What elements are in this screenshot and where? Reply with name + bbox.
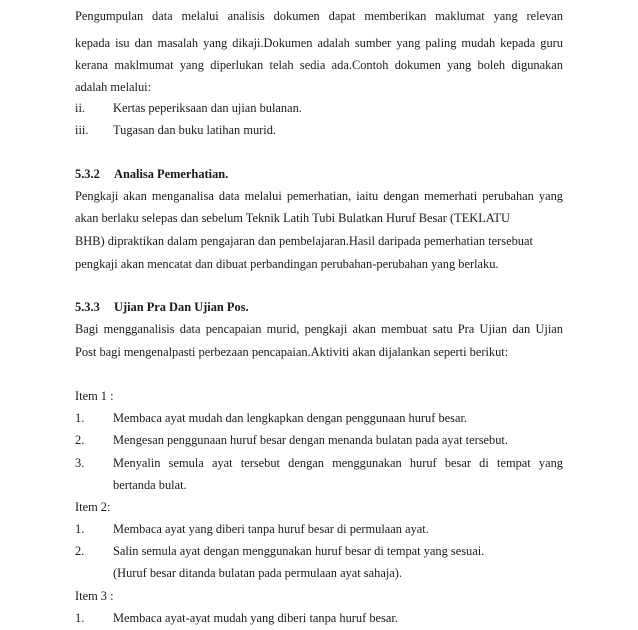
list-item-text: bertanda bulat. xyxy=(113,478,187,492)
paragraph-line: Post bagi mengenalpasti perbezaan pencapaian.Aktiviti akan dijalankan seperti berikut: xyxy=(75,345,509,359)
list-item-text: Kertas peperiksaan dan ujian bulanan. xyxy=(113,101,302,115)
list-item-text: Membaca ayat yang diberi tanpa huruf besar di permulaan ayat. xyxy=(113,522,429,536)
item-label: Item 2: xyxy=(75,500,111,514)
paragraph-line: Pengkaji akan menganalisa data melalui pemerhatian, iaitu dengan memerhati perubahan yang xyxy=(75,189,563,203)
paragraph-line: adalah melalui: xyxy=(75,80,152,94)
paragraph-line: BHB) dipraktikan dalam pengajaran dan pembelajaran.Hasil daripada pemerhatian tersebuat xyxy=(75,234,533,248)
list-item-text: (Huruf besar ditanda bulatan pada permulaan ayat sahaja). xyxy=(113,566,402,580)
section-heading xyxy=(75,166,228,182)
list-marker: 2. xyxy=(75,544,85,558)
paragraph-line: pengkaji akan mencatat dan dibuat perbandingan perubahan-perubahan yang berlaku. xyxy=(75,257,499,271)
item-label: Item 3 : xyxy=(75,589,114,603)
list-item-text: Membaca ayat-ayat mudah yang diberi tanpa huruf besar. xyxy=(113,611,398,625)
list-marker: 1. xyxy=(75,411,85,425)
item-label: Item 1 : xyxy=(75,389,114,403)
list-marker: ii. xyxy=(75,101,85,115)
list-marker: 1. xyxy=(75,611,85,625)
list-marker: 3. xyxy=(75,456,85,470)
list-item-text: Tugasan dan buku latihan murid. xyxy=(113,123,277,137)
section-title: Analisa Pemerhatian. xyxy=(114,167,229,181)
list-item-text: Mengesan penggunaan huruf besar dengan menanda bulatan pada ayat tersebut. xyxy=(113,433,508,447)
paragraph-line: akan berlaku selepas dan sebelum Teknik Latih Tubi Bulatkan Huruf Besar (TEKLATU xyxy=(75,211,510,225)
list-marker: 1. xyxy=(75,522,85,536)
section-number: 5.3.2 xyxy=(75,167,100,181)
list-item-text: Membaca ayat mudah dan lengkapkan dengan penggunaan huruf besar. xyxy=(113,411,468,425)
list-item-text: Menyalin semula ayat tersebut dengan menggunakan huruf besar di tempat yang xyxy=(113,456,563,470)
paragraph-line: kepada isu dan masalah yang dikaji.Dokumen adalah sumber yang paling mudah kepada guru xyxy=(75,36,563,50)
section-title: Ujian Pra Dan Ujian Pos. xyxy=(114,300,249,314)
list-marker: 2. xyxy=(75,433,85,447)
section-heading xyxy=(75,299,249,315)
list-item-text: Salin semula ayat dengan menggunakan huruf besar di tempat yang sesuai. xyxy=(113,544,485,558)
paragraph-line: Pengumpulan data melalui analisis dokumen dapat memberikan maklumat yang relevan xyxy=(75,9,563,23)
paragraph-line: Bagi mengganalisis data pencapaian murid, pengkaji akan membuat satu Pra Ujian dan Ujian xyxy=(75,322,563,336)
paragraph-line: kerana maklmumat yang diperlukan telah sedia ada.Contoh dokumen yang boleh digunakan xyxy=(75,58,563,72)
list-marker: iii. xyxy=(75,123,89,137)
section-number: 5.3.3 xyxy=(75,300,100,314)
